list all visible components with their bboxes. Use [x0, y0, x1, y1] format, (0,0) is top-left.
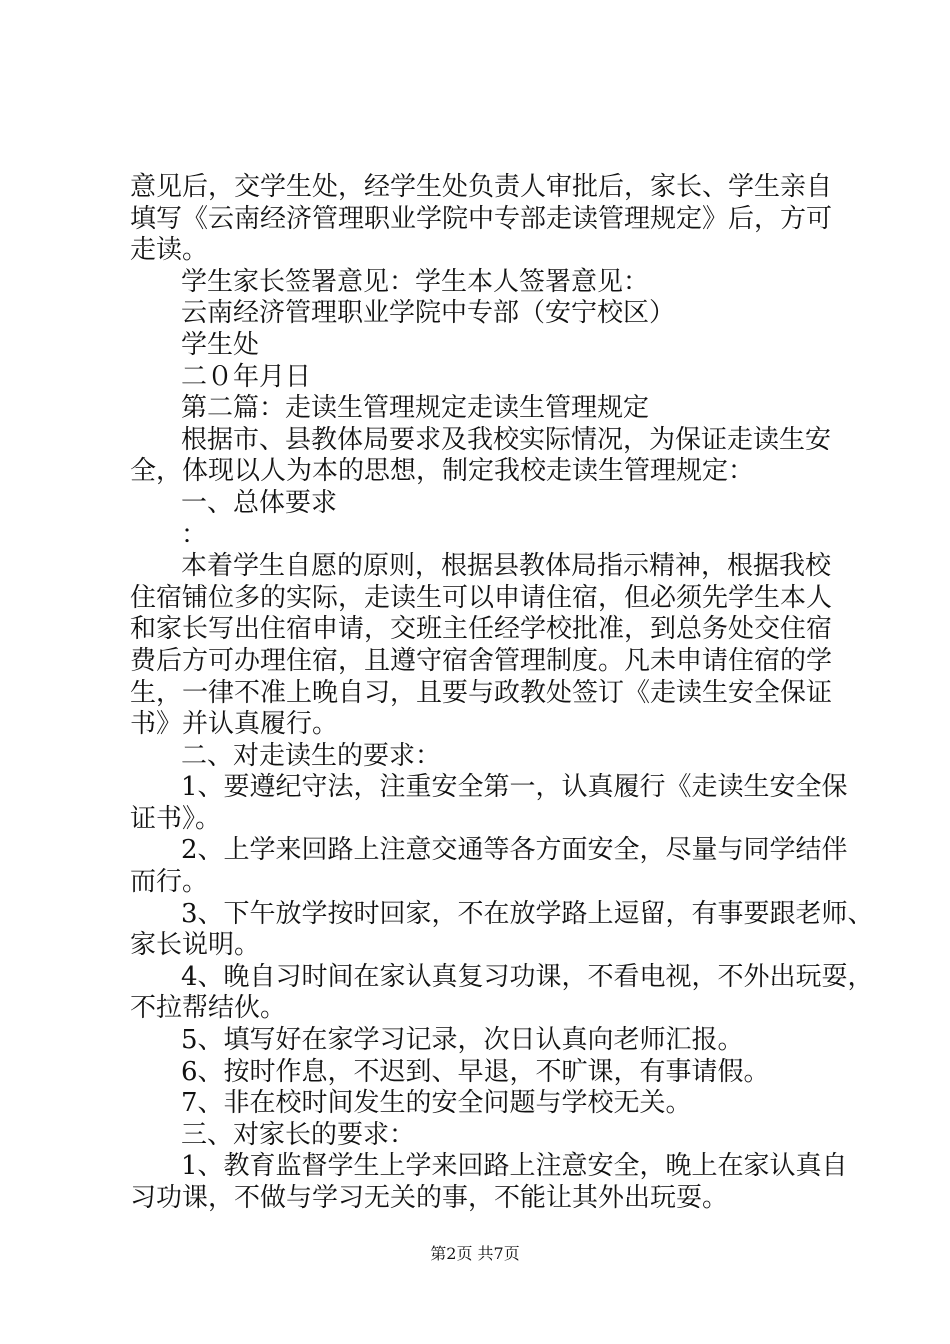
text-line: 学生家长签署意见：学生本人签署意见： [181, 266, 650, 297]
text-line: 二０年月日 [181, 361, 312, 392]
text-line: 2、上学来回路上注意交通等各方面安全，尽量与同学结伴 [181, 835, 848, 866]
document-body [130, 172, 874, 1215]
page-footer: 第2页 共7页 [430, 1244, 520, 1263]
text-line: 书》并认真履行。 [130, 709, 339, 740]
text-line: 7、非在校时间发生的安全问题与学校无关。 [181, 1088, 692, 1119]
text-line: 而行。 [130, 867, 209, 898]
text-line: 生，一律不准上晚自习，且要与政教处签订《走读生安全保证 [130, 677, 833, 708]
section-heading: 第二篇：走读生管理规定走读生管理规定 [181, 393, 650, 424]
text-line: 4、晚自习时间在家认真复习功课，不看电视，不外出玩耍， [181, 961, 874, 992]
text-line: 三、对家长的要求： [181, 1119, 416, 1150]
text-line: 填写《云南经济管理职业学院中专部走读管理规定》后，方可 [130, 203, 833, 234]
text-line: 全，体现以人为本的思想，制定我校走读生管理规定： [130, 456, 755, 487]
text-line: 学生处 [181, 329, 260, 360]
text-line: 二、对走读生的要求： [181, 740, 442, 771]
text-line: 5、填写好在家学习记录，次日认真向老师汇报。 [181, 1025, 744, 1056]
text-line: 住宿铺位多的实际，走读生可以申请住宿，但必须先学生本人 [130, 582, 833, 613]
text-line: 6、按时作息，不迟到、早退，不旷课，有事请假。 [181, 1056, 770, 1087]
text-line: 家长说明。 [130, 930, 261, 961]
text-line: 费后方可办理住宿，且遵守宿舍管理制度。凡未申请住宿的学 [130, 645, 833, 676]
text-line: 意见后，交学生处，经学生处负责人审批后，家长、学生亲自 [130, 172, 833, 202]
text-line: 1、教育监督学生上学来回路上注意安全，晚上在家认真自 [181, 1151, 848, 1182]
text-line: 和家长写出住宿申请，交班主任经学校批准，到总务处交住宿 [130, 614, 833, 645]
text-line: 一、总体要求 [181, 487, 338, 518]
text-line: 走读。 [130, 235, 209, 266]
text-line: 习功课，不做与学习无关的事，不能让其外出玩耍。 [130, 1183, 729, 1213]
text-line: ： [181, 519, 208, 550]
text-line: 3、下午放学按时回家，不在放学路上逗留，有事要跟老师、 [181, 898, 874, 929]
text-line: 不拉帮结伙。 [130, 993, 287, 1024]
text-line: 云南经济管理职业学院中专部（安宁校区） [181, 298, 676, 329]
text-line: 本着学生自愿的原则，根据县教体局指示精神，根据我校 [181, 551, 832, 582]
text-line: 根据市、县教体局要求及我校实际情况，为保证走读生安 [181, 424, 832, 455]
text-line: 证书》。 [130, 803, 222, 834]
text-line: 1、要遵纪守法，注重安全第一，认真履行《走读生安全保 [181, 772, 848, 803]
